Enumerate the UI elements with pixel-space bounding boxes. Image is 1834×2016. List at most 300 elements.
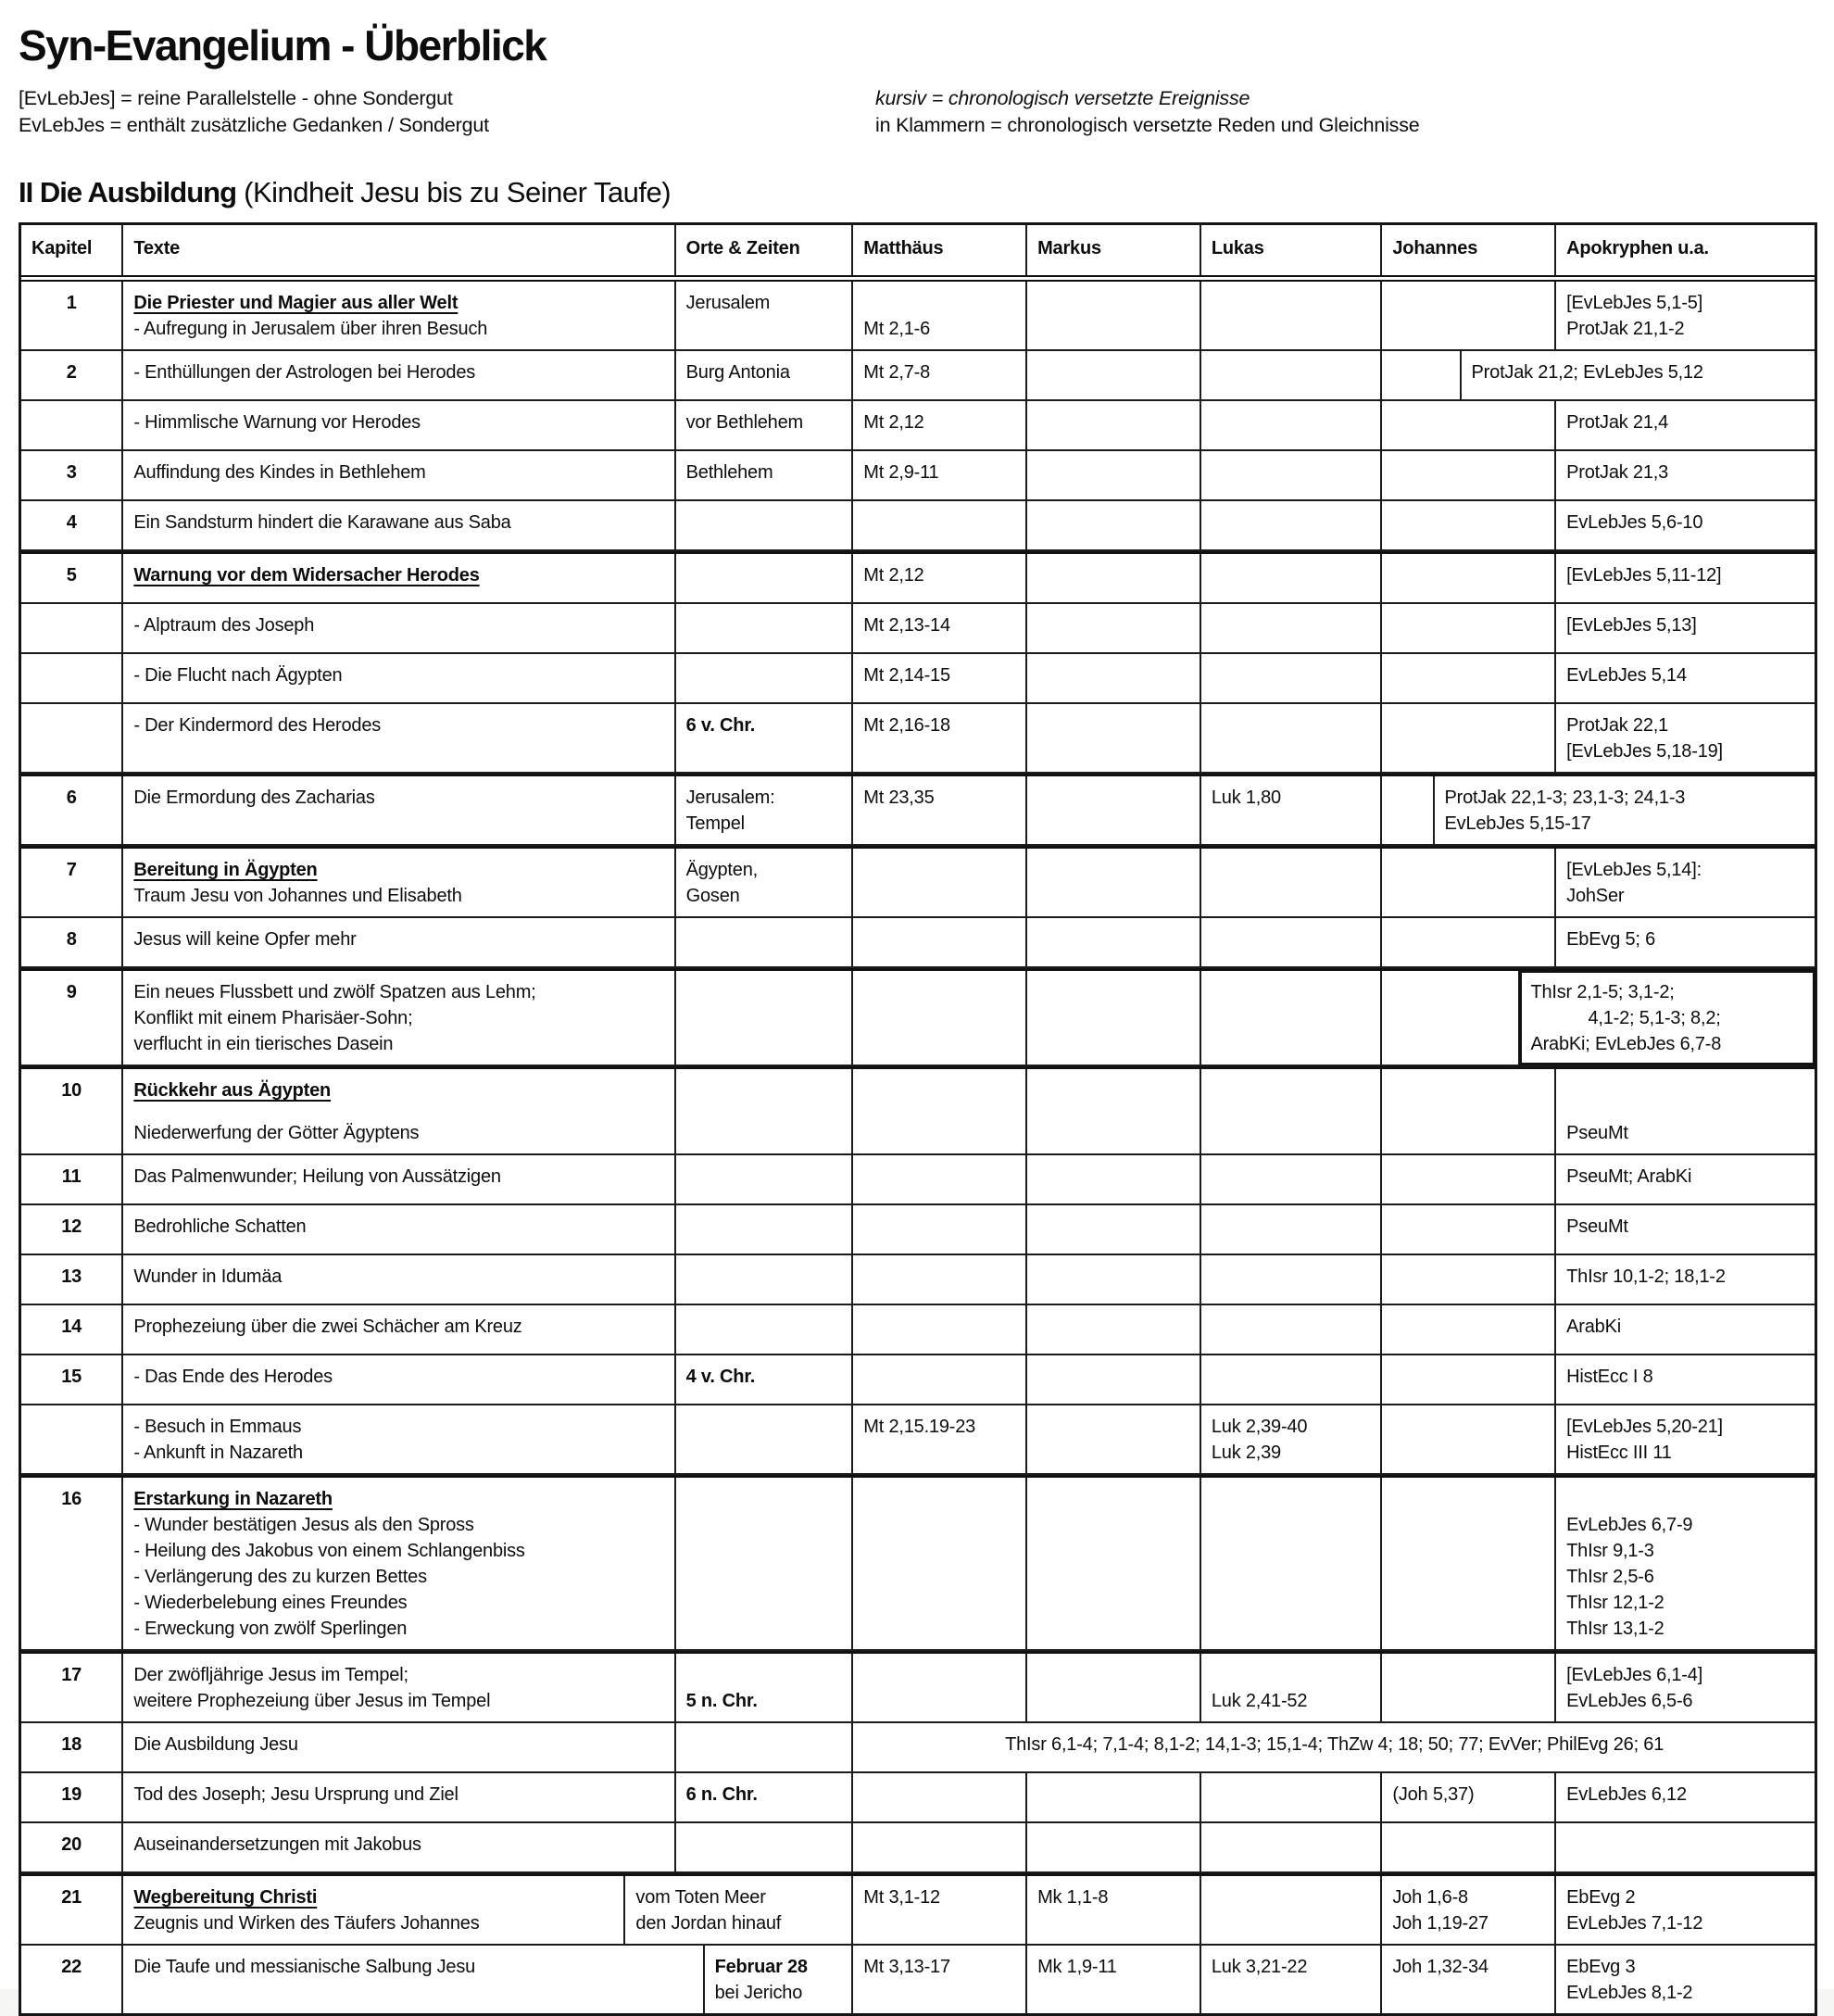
cell-line: [EvLebJes 5,18-19] [1566, 741, 1723, 762]
cell-line: 6 v. Chr. [685, 715, 756, 736]
cell-line: - Heilung des Jakobus von einem Schlangenbiss [133, 1541, 525, 1561]
cell-matthaeus [853, 1305, 1027, 1354]
cell-texte [123, 1355, 675, 1404]
page-title: Syn-Evangelium - Überblick [19, 21, 546, 69]
cell-line: Auffindung des Kindes in Bethlehem [133, 462, 426, 483]
cell-orte [676, 971, 854, 1065]
cell-markus [1027, 604, 1201, 652]
cell-orte [676, 1773, 854, 1821]
cell-markus [1027, 654, 1201, 702]
cell-apokryphen [1556, 282, 1815, 349]
cell-line: Prophezeiung über die zwei Schächer am Kreuz [133, 1317, 522, 1337]
cell-kapitel: 17 [21, 1654, 123, 1721]
cell-kapitel: 11 [21, 1155, 123, 1203]
cell-line: Wunder in Idumäa [133, 1266, 283, 1287]
cell-line: den Jordan hinauf [635, 1913, 782, 1934]
cell-kapitel: 21 [21, 1876, 123, 1944]
cell-apokryphen [1556, 1773, 1815, 1821]
cell-line: vor Bethlehem [685, 412, 803, 433]
table-row [21, 1405, 1815, 1475]
cell-lukas [1201, 282, 1383, 349]
cell-texte [123, 401, 675, 449]
table-row [21, 704, 1815, 774]
cell-line: Mt 2,12 [863, 565, 924, 586]
cell-apokryphen [1556, 918, 1815, 966]
cell-kapitel [21, 604, 123, 652]
column-header-kapitel: Kapitel [21, 225, 123, 275]
cell-texte [123, 1405, 675, 1473]
cell-lukas [1201, 1255, 1383, 1304]
cell-line: ThIsr 2,5-6 [1566, 1567, 1654, 1587]
cell-lukas [1201, 604, 1383, 652]
cell-kapitel: 20 [21, 1823, 123, 1871]
cell-orte [676, 1069, 854, 1153]
table-row [21, 604, 1815, 654]
cell-orte [676, 1255, 854, 1304]
cell-apokryphen [1556, 401, 1815, 449]
cell-texte [123, 501, 675, 549]
cell-orte [676, 654, 854, 702]
cell-matthaeus [853, 1405, 1027, 1473]
cell-line: - Aufregung in Jerusalem über ihren Besuch [133, 319, 488, 339]
synopsis-table [19, 222, 1817, 2016]
cell-kapitel: 15 [21, 1355, 123, 1404]
cell-kapitel [21, 401, 123, 449]
cell-line: Mt 3,1-12 [863, 1887, 940, 1908]
cell-line: ProtJak 22,1-3; 23,1-3; 24,1-3 [1444, 788, 1686, 808]
cell-lukas [1201, 704, 1383, 772]
column-header-johannes: Johannes [1382, 225, 1556, 275]
cell-kapitel: 16 [21, 1478, 123, 1649]
cell-line: Erstarkung in Nazareth [133, 1489, 333, 1509]
cell-line: ThIsr 2,1-5; 3,1-2; [1530, 982, 1675, 1002]
cell-line: Jerusalem [685, 293, 771, 313]
cell-line: - Verlängerung des zu kurzen Bettes [133, 1567, 427, 1587]
cell-line: Joh 1,19-27 [1392, 1913, 1489, 1934]
cell-line: JohSer [1566, 886, 1625, 906]
cell-johannes [1382, 1773, 1556, 1821]
cell-matthaeus [853, 704, 1027, 772]
cell-line: Niederwerfung der Götter Ägyptens [133, 1123, 420, 1143]
cell-orte [676, 604, 854, 652]
cell-orte [676, 1205, 854, 1254]
table-row [21, 1723, 1815, 1773]
cell-line: ThIsr 13,1-2 [1566, 1619, 1664, 1639]
cell-lukas [1201, 501, 1383, 549]
cell-line: Rückkehr aus Ägypten [133, 1080, 332, 1101]
cell-kapitel [21, 704, 123, 772]
cell-lukas [1201, 1355, 1383, 1404]
cell-matthaeus [853, 1876, 1027, 1944]
cell-lukas [1201, 1946, 1383, 2013]
cell-line: Warnung vor dem Widersacher Herodes [133, 565, 480, 586]
cell-orte [676, 1478, 854, 1649]
cell-line: Mk 1,1-8 [1037, 1887, 1109, 1908]
cell-matthaeus [853, 451, 1027, 499]
cell-markus [1027, 554, 1201, 602]
cell-apokryphen [1556, 1069, 1815, 1153]
cell-apokryphen [1556, 704, 1815, 772]
cell-lukas [1201, 451, 1383, 499]
cell-orte [676, 704, 854, 772]
column-header-matthaeus: Matthäus [853, 225, 1027, 275]
cell-johannes [1382, 282, 1556, 349]
cell-line: PseuMt [1566, 1123, 1628, 1143]
cell-apokryphen [1556, 501, 1815, 549]
table-row [21, 1355, 1815, 1405]
cell-matthaeus [853, 849, 1027, 916]
cell-apokryphen [1556, 1355, 1815, 1404]
cell-johannes [1382, 1876, 1556, 1944]
cell-matthaeus [853, 1155, 1027, 1203]
cell-lukas [1201, 351, 1383, 399]
table-row [21, 1155, 1815, 1205]
cell-lukas [1201, 1654, 1383, 1721]
cell-line: Die Ausbildung Jesu [133, 1734, 298, 1755]
cell-texte [123, 604, 675, 652]
table-row [21, 1475, 1815, 1651]
legend-line-klammern: in Klammern = chronologisch versetzte Reden und Gleichnisse [875, 114, 1420, 136]
table-row [21, 401, 1815, 451]
cell-line: EvLebJes 5,14 [1566, 665, 1687, 686]
column-header-lukas: Lukas [1201, 225, 1383, 275]
cell-matthaeus [853, 776, 1027, 844]
cell-lukas [1201, 971, 1383, 1065]
cell-lukas [1201, 1876, 1383, 1944]
cell-kapitel: 7 [21, 849, 123, 916]
table-row [21, 501, 1815, 551]
cell-kapitel: 19 [21, 1773, 123, 1821]
cell-texte [123, 1155, 675, 1203]
cell-markus [1027, 776, 1201, 844]
cell-johannes [1382, 501, 1556, 549]
cell-johannes [1382, 1355, 1556, 1404]
cell-matthaeus [853, 1773, 1027, 1821]
cell-line: Jesus will keine Opfer mehr [133, 929, 357, 950]
cell-apokryphen [1556, 1405, 1815, 1473]
cell-line: ProtJak 21,2; EvLebJes 5,12 [1471, 362, 1703, 383]
cell-line: Joh 1,6-8 [1392, 1887, 1468, 1908]
cell-apokryphen [1556, 1823, 1815, 1871]
cell-line: - Die Flucht nach Ägypten [133, 665, 343, 686]
cell-kapitel: 18 [21, 1723, 123, 1771]
cell-apokryphen [1556, 1205, 1815, 1254]
cell-johannes [1382, 1405, 1556, 1473]
cell-line: Die Ermordung des Zacharias [133, 788, 375, 808]
cell-line: ThIsr 9,1-3 [1566, 1541, 1654, 1561]
cell-orte [676, 1355, 854, 1404]
cell-line: - Das Ende des Herodes [133, 1367, 333, 1387]
cell-johannes [1382, 849, 1556, 916]
cell-line: ThIsr 6,1-4; 7,1-4; 8,1-2; 14,1-3; 15,1-4; ThZw 4; 18; 50; 77; EvVer; PhilEvg 26; 61 [1005, 1734, 1664, 1755]
cell-line: Mk 1,9-11 [1037, 1957, 1117, 1977]
cell-johannes [1382, 451, 1556, 499]
cell-line: PseuMt; ArabKi [1566, 1166, 1692, 1187]
cell-matthaeus [853, 1946, 1027, 2013]
cell-kapitel: 8 [21, 918, 123, 966]
cell-markus [1027, 1305, 1201, 1354]
cell-markus [1027, 451, 1201, 499]
cell-markus [1027, 1773, 1201, 1821]
cell-kapitel: 9 [21, 971, 123, 1065]
cell-line: Gosen [685, 886, 740, 906]
cell-orte [676, 554, 854, 602]
cell-orte [676, 1723, 854, 1771]
cell-line: EvLebJes 7,1-12 [1566, 1913, 1703, 1934]
cell-merged [1435, 776, 1815, 844]
cell-orte [625, 1876, 853, 1944]
cell-kapitel: 1 [21, 282, 123, 349]
table-row [21, 1651, 1815, 1723]
cell-johannes [1382, 1946, 1556, 2013]
cell-line: Mt 2,9-11 [863, 462, 939, 483]
table-row [21, 451, 1815, 501]
cell-line: Bedrohliche Schatten [133, 1216, 307, 1237]
cell-matthaeus [853, 401, 1027, 449]
table-row [21, 968, 1815, 1066]
cell-line: - Enthüllungen der Astrologen bei Herodes [133, 362, 476, 383]
cell-texte [123, 351, 675, 399]
cell-line: EvLebJes 6,7-9 [1566, 1515, 1693, 1535]
cell-apokryphen [1556, 1305, 1815, 1354]
cell-line: - Alptraum des Joseph [133, 615, 315, 636]
cell-markus [1027, 401, 1201, 449]
cell-markus [1027, 1255, 1201, 1304]
cell-line: [EvLebJes 5,1-5] [1566, 293, 1703, 313]
cell-orte [676, 849, 854, 916]
column-header-apokryphen: Apokryphen u.a. [1566, 238, 1709, 258]
cell-texte [123, 1069, 675, 1153]
cell-kapitel: 13 [21, 1255, 123, 1304]
cell-line: Mt 2,12 [863, 412, 924, 433]
cell-apokryphen [1556, 654, 1815, 702]
table-row [21, 351, 1815, 401]
table-row [21, 1823, 1815, 1873]
cell-markus [1027, 351, 1201, 399]
cell-orte [676, 1305, 854, 1354]
table-row [21, 1066, 1815, 1155]
cell-lukas [1201, 918, 1383, 966]
cell-orte [676, 1654, 854, 1721]
cell-texte [123, 282, 675, 349]
cell-line: Joh 1,32-34 [1392, 1957, 1489, 1977]
cell-line: Luk 2,39-40 [1211, 1417, 1308, 1437]
cell-texte [123, 1205, 675, 1254]
cell-markus [1027, 1946, 1201, 2013]
cell-johannes [1382, 704, 1556, 772]
cell-apokryphen [1556, 1155, 1815, 1203]
cell-line: [EvLebJes 6,1-4] [1566, 1665, 1703, 1685]
column-header-markus: Markus [1027, 225, 1201, 275]
cell-texte [123, 1773, 675, 1821]
cell-line: Tempel [685, 813, 745, 834]
cell-line: Zeugnis und Wirken des Täufers Johannes [133, 1913, 480, 1934]
table-row [21, 1255, 1815, 1305]
cell-markus [1027, 971, 1201, 1065]
cell-lukas [1201, 1155, 1383, 1203]
cell-line: Auseinandersetzungen mit Jakobus [133, 1834, 421, 1855]
table-row [21, 1773, 1815, 1823]
legend-line-parallel: [EvLebJes] = reine Parallelstelle - ohne Sondergut [19, 87, 453, 109]
cell-texte [123, 1876, 625, 1944]
legend-line-kursiv: kursiv = chronologisch versetzte Ereignisse [875, 87, 1250, 109]
cell-kapitel [21, 654, 123, 702]
cell-line: EvLebJes 5,6-10 [1566, 512, 1703, 533]
cell-markus [1027, 1155, 1201, 1203]
cell-matthaeus [853, 351, 1027, 399]
cell-line: Ägypten, [685, 860, 758, 880]
cell-line: EbEvg 5; 6 [1566, 929, 1655, 950]
cell-line: Mt 3,13-17 [863, 1957, 950, 1977]
cell-apokryphen [1556, 1876, 1815, 1944]
section-title [19, 176, 1817, 209]
cell-markus [1027, 1069, 1201, 1153]
cell-apokryphen [1556, 554, 1815, 602]
cell-line: 4 v. Chr. [685, 1367, 756, 1387]
cell-orte [676, 918, 854, 966]
cell-line: ArabKi [1566, 1317, 1621, 1337]
cell-line: Die Taufe und messianische Salbung Jesu [133, 1957, 476, 1977]
column-header-texte: Texte [123, 225, 675, 275]
cell-line: ProtJak 22,1 [1566, 715, 1669, 736]
cell-line: - Wiederbelebung eines Freundes [133, 1593, 408, 1613]
cell-line: Luk 3,21-22 [1211, 1957, 1308, 1977]
section-title-number: II Die Ausbildung [19, 176, 237, 208]
cell-line: Der zwöfljährige Jesus im Tempel; [133, 1665, 408, 1685]
cell-line: Mt 2,1-6 [863, 319, 931, 339]
cell-johannes [1382, 1205, 1556, 1254]
cell-markus [1027, 1405, 1201, 1473]
cell-kapitel: 3 [21, 451, 123, 499]
table-row [21, 774, 1815, 846]
cell-lukas [1201, 1823, 1383, 1871]
cell-lukas [1201, 1405, 1383, 1473]
table-row [21, 1946, 1815, 2013]
cell-markus [1027, 1478, 1201, 1649]
cell-markus [1027, 1205, 1201, 1254]
cell-line: Tod des Joseph; Jesu Ursprung und Ziel [133, 1784, 458, 1805]
cell-markus [1027, 1876, 1201, 1944]
cell-line: Februar 28 [714, 1957, 808, 1977]
cell-line: Wegbereitung Christi [133, 1887, 318, 1908]
cell-line: [EvLebJes 5,11-12] [1566, 565, 1722, 586]
cell-lukas [1201, 849, 1383, 916]
cell-texte [123, 1305, 675, 1354]
cell-line: [EvLebJes 5,14]: [1566, 860, 1702, 880]
cell-line: - Besuch in Emmaus [133, 1417, 302, 1437]
cell-line: weitere Prophezeiung über Jesus im Tempel [133, 1691, 491, 1711]
cell-apokryphen [1556, 1478, 1815, 1649]
cell-orte [676, 282, 854, 349]
cell-kapitel [21, 1405, 123, 1473]
table-row [21, 654, 1815, 704]
cell-kapitel: 2 [21, 351, 123, 399]
cell-matthaeus [853, 604, 1027, 652]
cell-line: Das Palmenwunder; Heilung von Aussätzigen [133, 1166, 501, 1187]
cell-line: Die Priester und Magier aus aller Welt [133, 293, 458, 313]
cell-johannes [1382, 1478, 1556, 1649]
cell-line: 5 n. Chr. [685, 1691, 758, 1711]
cell-line: ArabKi; EvLebJes 6,7-8 [1530, 1034, 1722, 1054]
cell-line: Mt 2,7-8 [863, 362, 931, 383]
cell-orte [705, 1946, 854, 2013]
cell-matthaeus [853, 1478, 1027, 1649]
cell-texte [123, 1654, 675, 1721]
cell-orte [676, 351, 854, 399]
cell-matthaeus [853, 1255, 1027, 1304]
cell-matthaeus [853, 282, 1027, 349]
cell-johannes [1382, 776, 1434, 844]
cell-line: EbEvg 3 [1566, 1957, 1636, 1977]
cell-apokryphen [1556, 1946, 1815, 2013]
cell-texte [123, 1723, 675, 1771]
cell-orte [676, 451, 854, 499]
cell-markus [1027, 1355, 1201, 1404]
table-header-row [21, 225, 1815, 282]
cell-line: - Erweckung von zwölf Sperlingen [133, 1619, 408, 1639]
cell-line: Ein neues Flussbett und zwölf Spatzen aus Lehm; [133, 982, 536, 1002]
cell-line: ProtJak 21,4 [1566, 412, 1669, 433]
legend-right [875, 85, 1817, 139]
cell-line: EvLebJes 6,12 [1566, 1784, 1687, 1805]
cell-line: Luk 2,41-52 [1211, 1691, 1308, 1711]
legend-line-sondergut: EvLebJes = enthält zusätzliche Gedanken / Sondergut [19, 114, 489, 136]
cell-markus [1027, 704, 1201, 772]
cell-matthaeus [853, 971, 1027, 1065]
cell-texte [123, 1478, 675, 1649]
cell-matthaeus [853, 554, 1027, 602]
cell-lukas [1201, 1205, 1383, 1254]
cell-lukas [1201, 654, 1383, 702]
cell-johannes [1382, 351, 1461, 399]
cell-apokryphen [1556, 451, 1815, 499]
cell-line: - Himmlische Warnung vor Herodes [133, 412, 421, 433]
table-row [21, 1205, 1815, 1255]
cell-line: HistEcc I 8 [1566, 1367, 1653, 1387]
cell-johannes [1382, 971, 1520, 1065]
cell-line: vom Toten Meer [635, 1887, 766, 1908]
cell-matthaeus [853, 501, 1027, 549]
cell-orte [676, 1155, 854, 1203]
cell-line: ThIsr 10,1-2; 18,1-2 [1566, 1266, 1726, 1287]
table-row [21, 846, 1815, 918]
cell-markus [1027, 282, 1201, 349]
cell-line: Mt 23,35 [863, 788, 935, 808]
cell-merged [1462, 351, 1815, 399]
cell-line: Bethlehem [685, 462, 773, 483]
cell-line: - Ankunft in Nazareth [133, 1443, 303, 1463]
cell-texte [123, 451, 675, 499]
table-row [21, 1873, 1815, 1946]
cell-line: Mt 2,13-14 [863, 615, 950, 636]
section-title-subtitle: (Kindheit Jesu bis zu Seiner Taufe) [236, 176, 672, 208]
cell-line: Luk 1,80 [1211, 788, 1281, 808]
cell-line: EvLebJes 8,1-2 [1566, 1983, 1693, 2003]
cell-kapitel: 12 [21, 1205, 123, 1254]
cell-kapitel: 14 [21, 1305, 123, 1354]
cell-orte [676, 501, 854, 549]
cell-johannes [1382, 1069, 1556, 1153]
cell-line: (Joh 5,37) [1392, 1784, 1475, 1805]
cell-matthaeus [853, 654, 1027, 702]
cell-markus [1027, 501, 1201, 549]
cell-line: HistEcc III 11 [1566, 1443, 1672, 1463]
cell-matthaeus [853, 1654, 1027, 1721]
cell-line: PseuMt [1566, 1216, 1628, 1237]
cell-line: ThIsr 12,1-2 [1566, 1593, 1664, 1613]
cell-texte [123, 654, 675, 702]
cell-apokryphen [1556, 849, 1815, 916]
